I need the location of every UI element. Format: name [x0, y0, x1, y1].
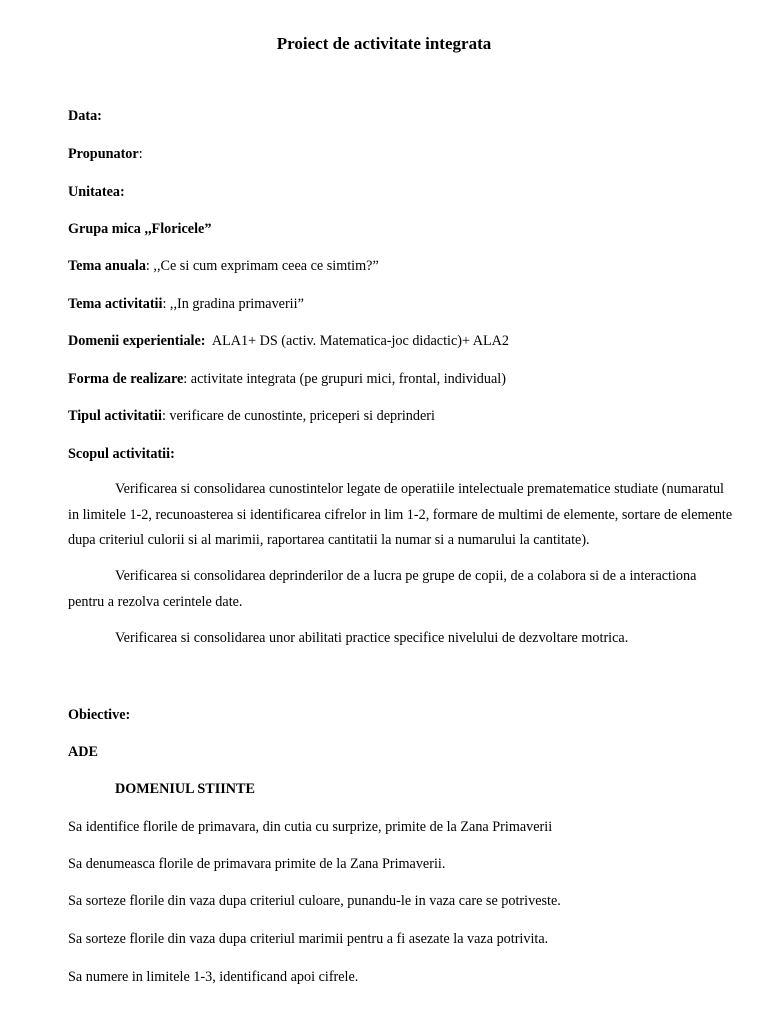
scop-paragraph: Verificarea si consolidarea unor abilitati practice specifice nivelului de dezvoltare motrica.	[115, 630, 629, 646]
domeniul-label: DOMENIUL STIINTE	[115, 781, 255, 797]
tema-anuala-label: Tema anuala	[68, 258, 146, 274]
tema-activitatii-line	[68, 296, 738, 313]
tema-activitatii-label: Tema activitatii	[68, 296, 163, 312]
domenii-line	[68, 333, 738, 350]
scop-paragraph: Verificarea si consolidarea deprinderilor de a lucra pe grupe de copii, de a colabora si de a interactiona pentru a rezolva cerintele date.	[68, 568, 697, 610]
tema-activitatii-value: : ,,In gradina primaverii”	[162, 296, 304, 312]
forma-label: Forma de realizare	[68, 371, 184, 387]
grupa-label: Grupa mica ,,Floricele”	[68, 221, 212, 237]
unitatea-label: Unitatea:	[68, 184, 125, 200]
forma-value: : activitate integrata (pe grupuri mici, frontal, individual)	[183, 371, 506, 387]
tipul-line	[68, 408, 738, 425]
tema-anuala-value: : ,,Ce si cum exprimam ceea ce simtim?”	[145, 258, 379, 274]
scopul-label: Scopul activitatii:	[68, 446, 175, 462]
propunator-colon: :	[138, 146, 143, 162]
tema-anuala-line	[68, 258, 738, 275]
domenii-label: Domenii experientiale:	[68, 333, 206, 349]
objective-item: Sa sorteze florile din vaza dupa criteriul marimii pentru a fi asezate la vaza potrivita.	[68, 931, 549, 947]
obiective-label: Obiective:	[68, 707, 131, 723]
tipul-label: Tipul activitatii	[68, 408, 162, 424]
document-title: Proiect de activitate integrata	[276, 34, 492, 53]
data-label: Data:	[68, 108, 102, 124]
propunator-label: Propunator	[68, 146, 139, 162]
tipul-value: : verificare de cunostinte, priceperi si deprinderi	[161, 408, 435, 424]
propunator-line	[68, 146, 738, 163]
domenii-value: ALA1+ DS (activ. Matematica-joc didactic)+ ALA2	[205, 333, 509, 349]
objective-item: Sa denumeasca florile de primavara primite de la Zana Primaverii.	[68, 856, 446, 872]
objective-item: Sa sorteze florile din vaza dupa criteriul culoare, punandu-le in vaza care se potriveste.	[68, 893, 561, 909]
ade-label: ADE	[68, 744, 98, 760]
forma-line	[68, 371, 738, 388]
objective-item: Sa identifice florile de primavara, din cutia cu surprize, primite de la Zana Primaverii	[68, 819, 553, 835]
scop-paragraph: Verificarea si consolidarea cunostintelor legate de operatiile intelectuale prematematice studiate (numaratul in limitele 1-2, recunoasterea si identificarea cifrelor in lim 1-2, formare de multimi de elemente, sortare de elemente dupa criteriul culorii si al marimii, raportarea cantitatii la numar si a numarului la cantitate).	[68, 481, 733, 548]
objective-item: Sa numere in limitele 1-3, identificand apoi cifrele.	[68, 969, 359, 985]
